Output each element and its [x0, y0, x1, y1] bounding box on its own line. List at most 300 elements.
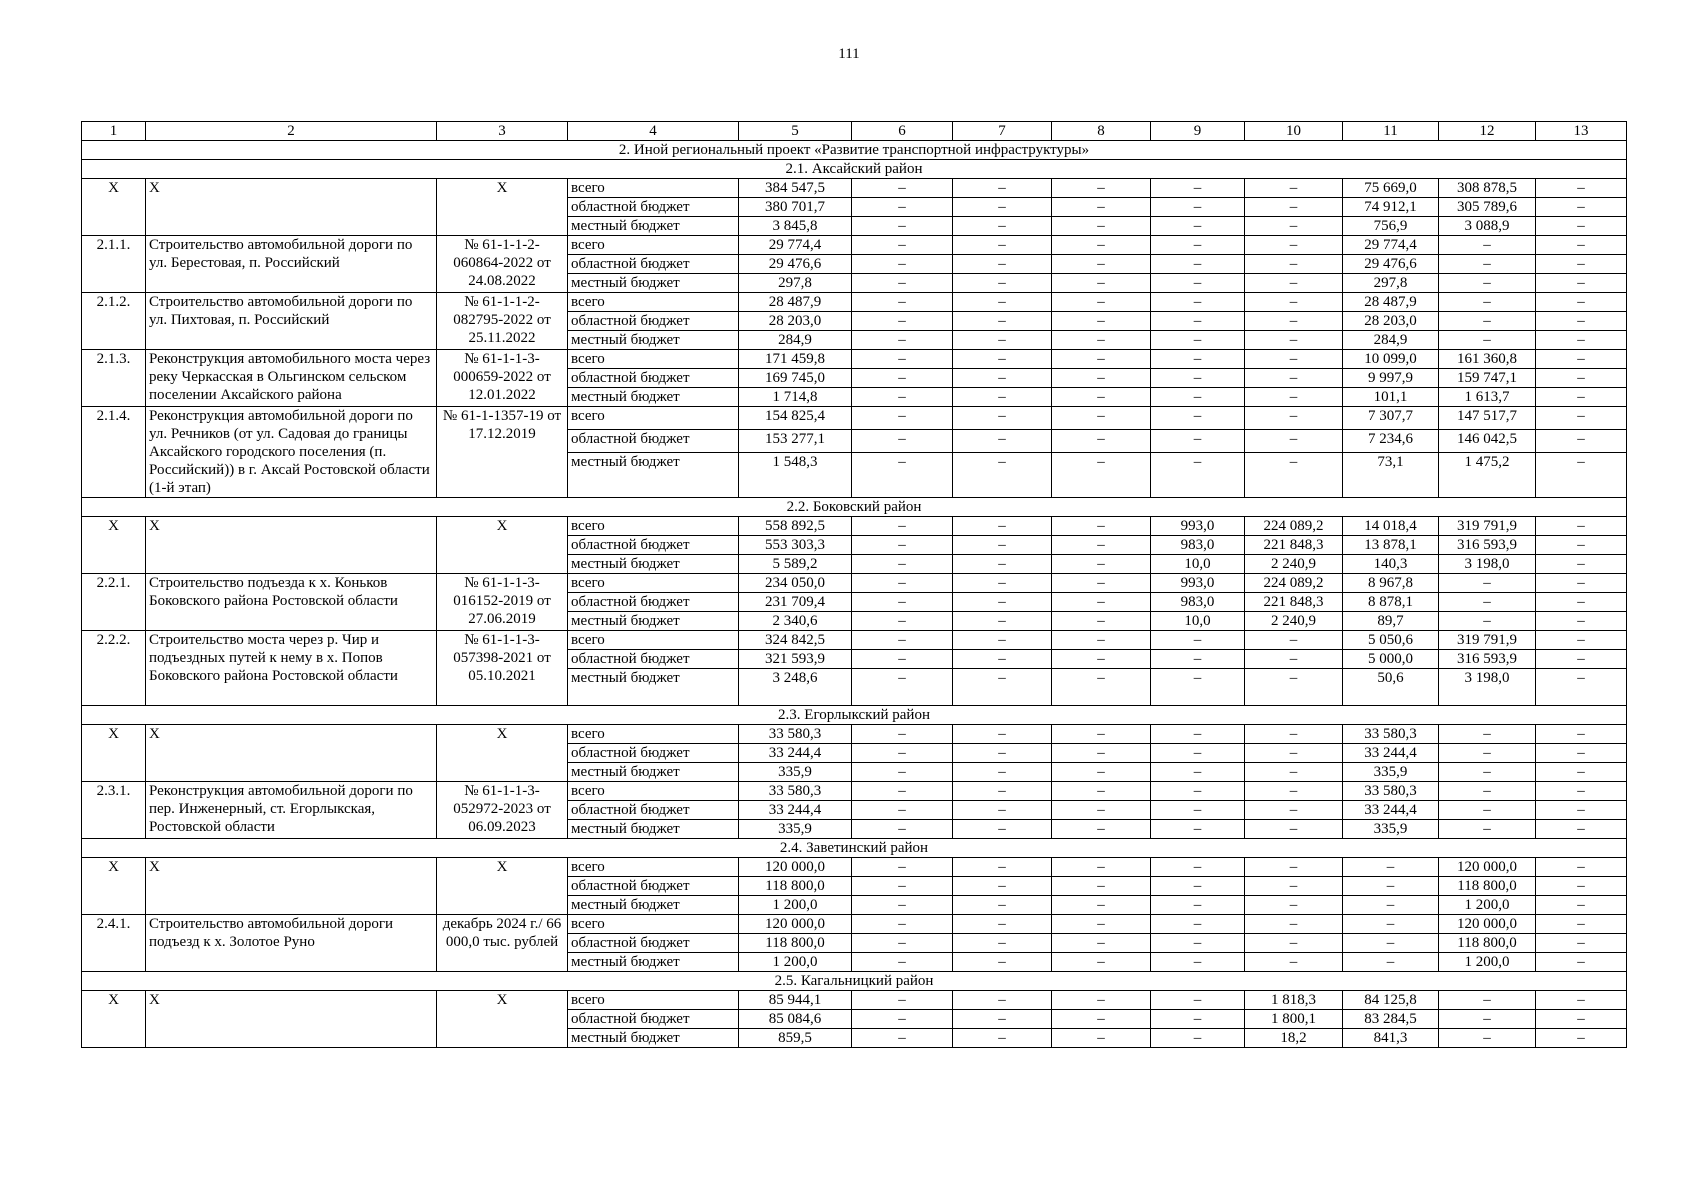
value-cell: 171 459,8	[739, 350, 852, 369]
value-cell: –	[852, 407, 953, 430]
value-cell: –	[1052, 312, 1151, 331]
value-cell: 33 580,3	[1343, 725, 1439, 744]
district-title: 2.2. Боковский район	[82, 498, 1627, 517]
value-cell: –	[1052, 574, 1151, 593]
value-cell: –	[1245, 179, 1343, 198]
value-cell: 101,1	[1343, 388, 1439, 407]
value-cell: –	[953, 430, 1052, 453]
value-cell: 841,3	[1343, 1029, 1439, 1048]
value-cell: –	[953, 763, 1052, 782]
item-number: 2.1.4.	[82, 407, 146, 498]
value-cell: –	[953, 274, 1052, 293]
table-row	[82, 407, 1627, 430]
value-cell: –	[1151, 1029, 1245, 1048]
value-cell: 29 476,6	[1343, 255, 1439, 274]
value-cell: 1 548,3	[739, 453, 852, 498]
value-cell: –	[852, 369, 953, 388]
funding-source: местный бюджет	[568, 896, 739, 915]
value-cell: 553 303,3	[739, 536, 852, 555]
value-cell: –	[1245, 631, 1343, 650]
value-cell: –	[953, 934, 1052, 953]
value-cell: –	[1245, 669, 1343, 706]
value-cell: –	[953, 744, 1052, 763]
funding-source: всего	[568, 293, 739, 312]
funding-source: местный бюджет	[568, 953, 739, 972]
value-cell: –	[1245, 650, 1343, 669]
table-row	[82, 574, 1627, 593]
value-cell: 7 307,7	[1343, 407, 1439, 430]
item-name: Реконструкция автомобильного моста через реку Черкасская в Ольгинском сельском поселении Аксайского района	[146, 350, 437, 407]
value-cell: 335,9	[739, 820, 852, 839]
value-cell: 3 088,9	[1439, 217, 1536, 236]
value-cell: –	[1439, 293, 1536, 312]
funding-source: областной бюджет	[568, 430, 739, 453]
value-cell: –	[1052, 1010, 1151, 1029]
column-header: 3	[437, 122, 568, 141]
value-cell: –	[1536, 517, 1627, 536]
value-cell: –	[1536, 453, 1627, 498]
funding-source: местный бюджет	[568, 331, 739, 350]
item-document: № 61-1-1357-19 от 17.12.2019	[437, 407, 568, 498]
value-cell: –	[1343, 877, 1439, 896]
value-cell: –	[1151, 631, 1245, 650]
value-cell: 161 360,8	[1439, 350, 1536, 369]
value-cell: –	[1245, 198, 1343, 217]
value-cell: 33 580,3	[739, 782, 852, 801]
value-cell: 335,9	[739, 763, 852, 782]
value-cell: –	[852, 453, 953, 498]
funding-source: всего	[568, 517, 739, 536]
funding-source: всего	[568, 782, 739, 801]
table-row	[82, 915, 1627, 934]
item-number: X	[82, 991, 146, 1048]
value-cell: –	[1151, 236, 1245, 255]
value-cell: –	[1245, 725, 1343, 744]
value-cell: –	[852, 953, 953, 972]
value-cell: –	[1439, 801, 1536, 820]
value-cell: –	[953, 236, 1052, 255]
item-name: Реконструкция автомобильной дороги по ул. Речников (от ул. Садовая до границы Аксайского городского поселения (п. Российский)) в г. Аксай Ростовской области (1-й этап)	[146, 407, 437, 498]
funding-source: всего	[568, 631, 739, 650]
value-cell: –	[1536, 350, 1627, 369]
value-cell: –	[1151, 915, 1245, 934]
value-cell: –	[953, 725, 1052, 744]
value-cell: –	[1245, 782, 1343, 801]
funding-source: областной бюджет	[568, 536, 739, 555]
value-cell: 1 200,0	[739, 953, 852, 972]
value-cell: –	[1245, 293, 1343, 312]
value-cell: –	[953, 369, 1052, 388]
value-cell: 5 589,2	[739, 555, 852, 574]
column-header: 6	[852, 122, 953, 141]
value-cell: –	[1151, 744, 1245, 763]
value-cell: –	[1343, 858, 1439, 877]
value-cell: 9 997,9	[1343, 369, 1439, 388]
value-cell: 335,9	[1343, 820, 1439, 839]
value-cell: –	[852, 236, 953, 255]
value-cell: –	[1151, 820, 1245, 839]
value-cell: –	[1052, 388, 1151, 407]
value-cell: 147 517,7	[1439, 407, 1536, 430]
value-cell: –	[1536, 782, 1627, 801]
value-cell: –	[1536, 631, 1627, 650]
value-cell: –	[1536, 650, 1627, 669]
value-cell: –	[1245, 388, 1343, 407]
table-row	[82, 782, 1627, 801]
value-cell: –	[953, 388, 1052, 407]
item-document: № 61-1-1-2-082795-2022 от 25.11.2022	[437, 293, 568, 350]
value-cell: 28 203,0	[1343, 312, 1439, 331]
funding-source: местный бюджет	[568, 453, 739, 498]
value-cell: –	[1052, 896, 1151, 915]
value-cell: –	[1536, 407, 1627, 430]
table-row	[82, 517, 1627, 536]
value-cell: 146 042,5	[1439, 430, 1536, 453]
value-cell: –	[1245, 934, 1343, 953]
funding-source: областной бюджет	[568, 198, 739, 217]
value-cell: –	[852, 274, 953, 293]
district-row	[82, 160, 1627, 179]
value-cell: –	[1245, 331, 1343, 350]
value-cell: –	[1151, 782, 1245, 801]
value-cell: 308 878,5	[1439, 179, 1536, 198]
value-cell: –	[1245, 915, 1343, 934]
value-cell: –	[1439, 236, 1536, 255]
value-cell: –	[1151, 293, 1245, 312]
value-cell: –	[953, 896, 1052, 915]
value-cell: –	[1536, 612, 1627, 631]
item-name: Строительство автомобильной дороги подъезд к х. Золотое Руно	[146, 915, 437, 972]
value-cell: 28 203,0	[739, 312, 852, 331]
value-cell: –	[852, 198, 953, 217]
value-cell: 33 244,4	[739, 801, 852, 820]
value-cell: –	[1536, 274, 1627, 293]
item-number: 2.1.3.	[82, 350, 146, 407]
value-cell: 558 892,5	[739, 517, 852, 536]
value-cell: 120 000,0	[1439, 858, 1536, 877]
value-cell: 335,9	[1343, 763, 1439, 782]
value-cell: –	[953, 536, 1052, 555]
column-header: 2	[146, 122, 437, 141]
value-cell: –	[1245, 763, 1343, 782]
value-cell: –	[953, 801, 1052, 820]
value-cell: –	[852, 1029, 953, 1048]
value-cell: 1 800,1	[1245, 1010, 1343, 1029]
value-cell: –	[1151, 858, 1245, 877]
value-cell: –	[953, 915, 1052, 934]
value-cell: –	[1052, 650, 1151, 669]
value-cell: –	[1439, 1029, 1536, 1048]
value-cell: –	[1439, 593, 1536, 612]
value-cell: –	[1536, 934, 1627, 953]
value-cell: –	[1439, 820, 1536, 839]
funding-source: областной бюджет	[568, 255, 739, 274]
value-cell: –	[1052, 407, 1151, 430]
value-cell: 5 050,6	[1343, 631, 1439, 650]
value-cell: –	[1052, 555, 1151, 574]
value-cell: 8 967,8	[1343, 574, 1439, 593]
value-cell: –	[852, 763, 953, 782]
value-cell: 983,0	[1151, 593, 1245, 612]
value-cell: –	[1151, 198, 1245, 217]
value-cell: –	[1052, 593, 1151, 612]
value-cell: –	[852, 293, 953, 312]
value-cell: –	[1151, 877, 1245, 896]
value-cell: –	[953, 1010, 1052, 1029]
value-cell: 224 089,2	[1245, 517, 1343, 536]
value-cell: –	[1245, 217, 1343, 236]
value-cell: 50,6	[1343, 669, 1439, 706]
value-cell: –	[953, 858, 1052, 877]
value-cell: –	[852, 217, 953, 236]
item-name: Строительство моста через р. Чир и подъездных путей к нему в х. Попов Боковского района Ростовской области	[146, 631, 437, 706]
value-cell: –	[1052, 953, 1151, 972]
value-cell: 316 593,9	[1439, 536, 1536, 555]
value-cell: –	[1052, 293, 1151, 312]
item-name: Строительство автомобильной дороги по ул. Пихтовая, п. Российский	[146, 293, 437, 350]
value-cell: –	[1536, 991, 1627, 1010]
funding-source: областной бюджет	[568, 934, 739, 953]
value-cell: 983,0	[1151, 536, 1245, 555]
value-cell: –	[1245, 858, 1343, 877]
funding-source: местный бюджет	[568, 555, 739, 574]
value-cell: –	[1151, 763, 1245, 782]
value-cell: –	[1343, 896, 1439, 915]
value-cell: –	[1052, 255, 1151, 274]
value-cell: –	[852, 179, 953, 198]
value-cell: 153 277,1	[739, 430, 852, 453]
value-cell: –	[852, 934, 953, 953]
value-cell: –	[1052, 430, 1151, 453]
value-cell: –	[1151, 388, 1245, 407]
value-cell: –	[1536, 593, 1627, 612]
value-cell: –	[1536, 236, 1627, 255]
value-cell: –	[852, 801, 953, 820]
value-cell: 234 050,0	[739, 574, 852, 593]
value-cell: 140,3	[1343, 555, 1439, 574]
item-document: X	[437, 725, 568, 782]
value-cell: –	[852, 517, 953, 536]
value-cell: 33 580,3	[1343, 782, 1439, 801]
column-header: 9	[1151, 122, 1245, 141]
value-cell: –	[1536, 725, 1627, 744]
value-cell: –	[1052, 453, 1151, 498]
item-name: Строительство автомобильной дороги по ул. Берестовая, п. Российский	[146, 236, 437, 293]
item-document: X	[437, 179, 568, 236]
value-cell: –	[1052, 934, 1151, 953]
item-name: X	[146, 991, 437, 1048]
value-cell: 305 789,6	[1439, 198, 1536, 217]
value-cell: –	[1052, 198, 1151, 217]
item-number: X	[82, 517, 146, 574]
value-cell: 33 244,4	[1343, 744, 1439, 763]
value-cell: –	[1245, 274, 1343, 293]
value-cell: 231 709,4	[739, 593, 852, 612]
value-cell: –	[852, 555, 953, 574]
value-cell: –	[1245, 953, 1343, 972]
value-cell: 1 200,0	[1439, 896, 1536, 915]
value-cell: –	[1439, 331, 1536, 350]
value-cell: 3 198,0	[1439, 555, 1536, 574]
district-title: 2.1. Аксайский район	[82, 160, 1627, 179]
value-cell: –	[1536, 331, 1627, 350]
value-cell: –	[852, 744, 953, 763]
funding-source: местный бюджет	[568, 217, 739, 236]
item-name: X	[146, 725, 437, 782]
funding-source: местный бюджет	[568, 274, 739, 293]
value-cell: –	[1245, 801, 1343, 820]
district-title: 2.4. Заветинский район	[82, 839, 1627, 858]
value-cell: 859,5	[739, 1029, 852, 1048]
item-name: X	[146, 858, 437, 915]
value-cell: –	[1536, 820, 1627, 839]
funding-source: местный бюджет	[568, 763, 739, 782]
value-cell: 159 747,1	[1439, 369, 1536, 388]
value-cell: –	[1052, 331, 1151, 350]
item-number: X	[82, 179, 146, 236]
value-cell: 74 912,1	[1343, 198, 1439, 217]
value-cell: –	[1245, 369, 1343, 388]
value-cell: 13 878,1	[1343, 536, 1439, 555]
value-cell: 73,1	[1343, 453, 1439, 498]
value-cell: 224 089,2	[1245, 574, 1343, 593]
value-cell: 221 848,3	[1245, 536, 1343, 555]
value-cell: 7 234,6	[1343, 430, 1439, 453]
value-cell: –	[852, 877, 953, 896]
column-header: 7	[953, 122, 1052, 141]
value-cell: –	[852, 725, 953, 744]
item-number: 2.1.1.	[82, 236, 146, 293]
funding-source: всего	[568, 858, 739, 877]
value-cell: –	[1052, 274, 1151, 293]
value-cell: –	[1151, 274, 1245, 293]
value-cell: –	[953, 255, 1052, 274]
value-cell: 2 240,9	[1245, 555, 1343, 574]
value-cell: –	[953, 877, 1052, 896]
table-row	[82, 725, 1627, 744]
value-cell: –	[1245, 820, 1343, 839]
value-cell: –	[1536, 801, 1627, 820]
value-cell: –	[953, 820, 1052, 839]
value-cell: –	[953, 593, 1052, 612]
value-cell: –	[852, 915, 953, 934]
value-cell: 75 669,0	[1343, 179, 1439, 198]
value-cell: –	[1052, 820, 1151, 839]
value-cell: –	[1439, 744, 1536, 763]
value-cell: 1 613,7	[1439, 388, 1536, 407]
value-cell: 993,0	[1151, 574, 1245, 593]
value-cell: –	[1151, 179, 1245, 198]
item-name: Реконструкция автомобильной дороги по пер. Инженерный, ст. Егорлыкская, Ростовской области	[146, 782, 437, 839]
project-title-row	[82, 141, 1627, 160]
item-number: X	[82, 725, 146, 782]
item-document: X	[437, 858, 568, 915]
value-cell: –	[852, 350, 953, 369]
district-row	[82, 972, 1627, 991]
value-cell: –	[852, 574, 953, 593]
value-cell: 380 701,7	[739, 198, 852, 217]
value-cell: –	[1052, 763, 1151, 782]
funding-source: всего	[568, 915, 739, 934]
budget-table	[81, 121, 1627, 1048]
item-document: декабрь 2024 г./ 66 000,0 тыс. рублей	[437, 915, 568, 972]
value-cell: –	[1151, 991, 1245, 1010]
table-body	[82, 122, 1627, 1048]
value-cell: –	[1052, 801, 1151, 820]
item-number: 2.4.1.	[82, 915, 146, 972]
value-cell: 284,9	[739, 331, 852, 350]
value-cell: –	[1245, 255, 1343, 274]
column-header: 1	[82, 122, 146, 141]
value-cell: 28 487,9	[739, 293, 852, 312]
value-cell: –	[1536, 915, 1627, 934]
item-number: 2.1.2.	[82, 293, 146, 350]
value-cell: –	[1439, 991, 1536, 1010]
value-cell: –	[953, 217, 1052, 236]
funding-source: областной бюджет	[568, 1010, 739, 1029]
value-cell: –	[953, 517, 1052, 536]
value-cell: –	[1439, 612, 1536, 631]
value-cell: –	[1245, 312, 1343, 331]
value-cell: –	[1052, 217, 1151, 236]
value-cell: 1 475,2	[1439, 453, 1536, 498]
value-cell: 33 244,4	[739, 744, 852, 763]
value-cell: –	[1536, 217, 1627, 236]
value-cell: 28 487,9	[1343, 293, 1439, 312]
value-cell: –	[852, 593, 953, 612]
value-cell: –	[852, 536, 953, 555]
value-cell: –	[852, 612, 953, 631]
funding-source: областной бюджет	[568, 877, 739, 896]
value-cell: –	[1536, 293, 1627, 312]
column-header: 4	[568, 122, 739, 141]
item-number: 2.2.1.	[82, 574, 146, 631]
value-cell: 1 714,8	[739, 388, 852, 407]
funding-source: всего	[568, 725, 739, 744]
value-cell: 2 240,9	[1245, 612, 1343, 631]
value-cell: –	[1151, 650, 1245, 669]
item-document: № 61-1-1-3-016152-2019 от 27.06.2019	[437, 574, 568, 631]
page-number: 111	[838, 46, 860, 62]
value-cell: –	[953, 293, 1052, 312]
item-document: X	[437, 991, 568, 1048]
value-cell: –	[1245, 236, 1343, 255]
value-cell: 10,0	[1151, 555, 1245, 574]
value-cell: –	[1052, 612, 1151, 631]
value-cell: –	[953, 179, 1052, 198]
funding-source: областной бюджет	[568, 593, 739, 612]
value-cell: 118 800,0	[1439, 877, 1536, 896]
value-cell: –	[1151, 453, 1245, 498]
funding-source: местный бюджет	[568, 388, 739, 407]
value-cell: –	[953, 782, 1052, 801]
value-cell: –	[1151, 725, 1245, 744]
value-cell: –	[1245, 877, 1343, 896]
value-cell: 1 818,3	[1245, 991, 1343, 1010]
value-cell: –	[1052, 669, 1151, 706]
value-cell: –	[1151, 1010, 1245, 1029]
value-cell: –	[1052, 631, 1151, 650]
table-row	[82, 991, 1627, 1010]
value-cell: –	[1151, 217, 1245, 236]
value-cell: –	[852, 820, 953, 839]
value-cell: 297,8	[739, 274, 852, 293]
value-cell: –	[1536, 1029, 1627, 1048]
value-cell: –	[1439, 574, 1536, 593]
value-cell: –	[1536, 877, 1627, 896]
value-cell: –	[1052, 179, 1151, 198]
value-cell: 33 244,4	[1343, 801, 1439, 820]
